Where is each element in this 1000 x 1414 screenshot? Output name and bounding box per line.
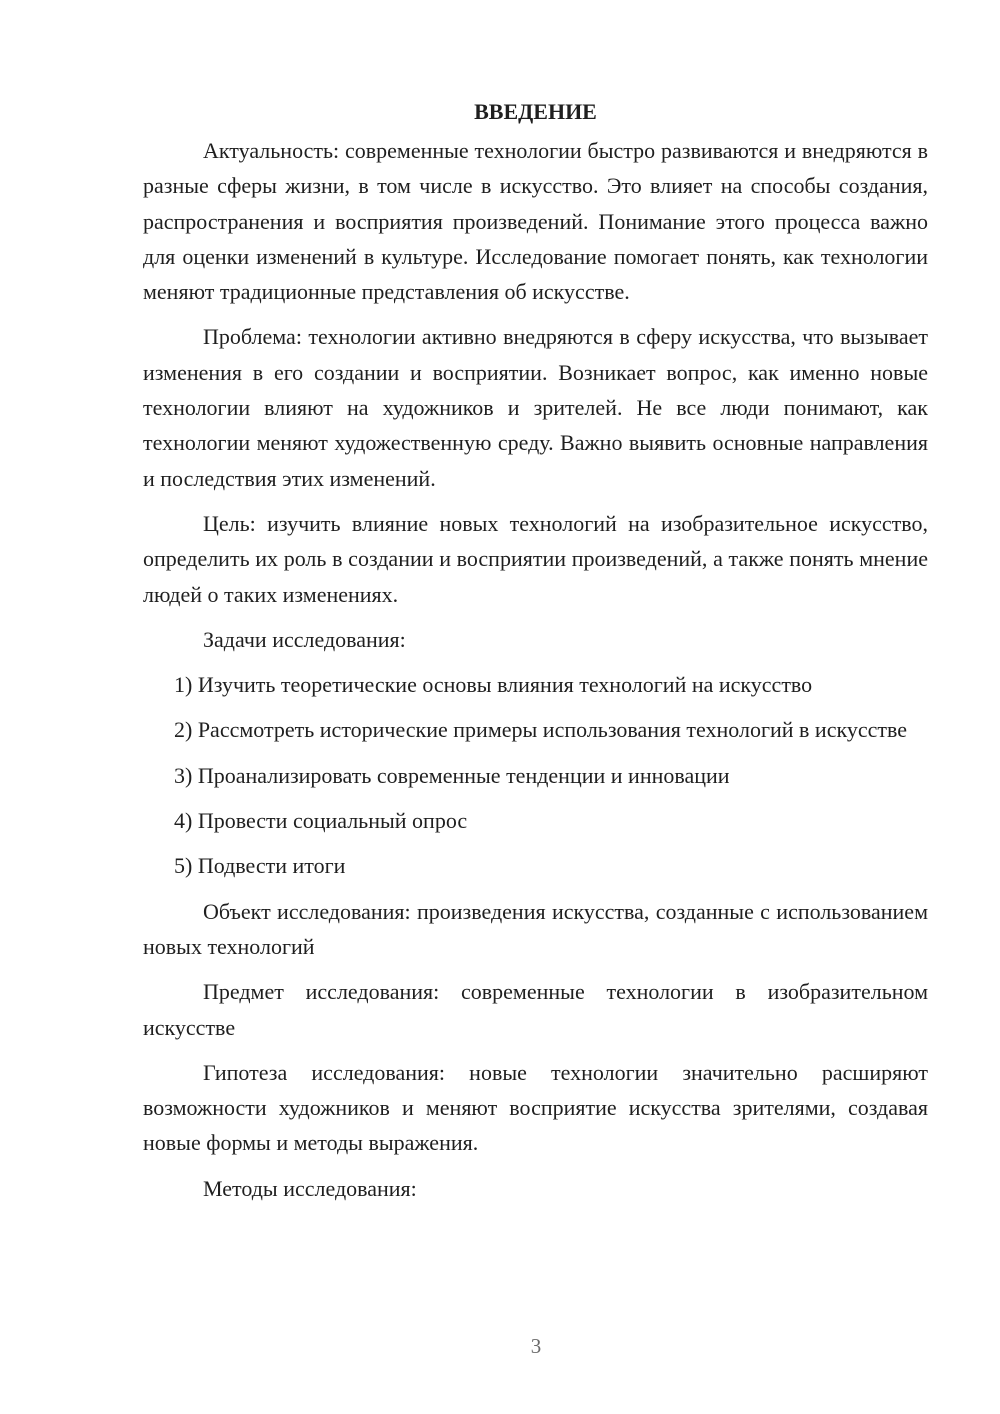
problem-paragraph: Проблема: технологии активно внедряются в сферу искусства, что вызывает изменения в его создании и восприятии. Возникает вопрос, как именно новые технологии влияют на художников и зрителей. Не все люди понимают, как технологии меняют художественную среду. Важно выявить основные направления и последствия этих изменений. <box>143 324 928 491</box>
relevance-paragraph: Актуальность: современные технологии быстро развиваются и внедряются в разные сферы жизни, в том числе в искусство. Это влияет на способы создания, распространения и восприятия произведений. Понимание этого процесса важно для оценки изменений в культуре. Исследование помогает понять, как технологии меняют традиционные представления об искусстве. <box>143 138 928 305</box>
object-paragraph: Объект исследования: произведения искусства, созданные с использованием новых технологий <box>143 898 928 959</box>
page-number: 3 <box>530 1334 542 1358</box>
hypothesis-paragraph: Гипотеза исследования: новые технологии значительно расширяют возможности художников и меняют восприятие искусства зрителями, создавая новые формы и методы выражения. <box>143 1059 928 1156</box>
methods-title: Методы исследования: <box>203 1175 417 1201</box>
task-item-2: 2) Рассмотреть исторические примеры использования технологий в искусстве <box>174 717 908 743</box>
task-item-5: 5) Подвести итоги <box>174 853 346 879</box>
page-content <box>143 94 928 1216</box>
goal-paragraph: Цель: изучить влияние новых технологий на изобразительное искусство, определить их роль в создании и восприятии произведений, а также понять мнение людей о таких изменениях. <box>143 510 928 607</box>
task-item-4: 4) Провести социальный опрос <box>174 808 468 834</box>
task-item-3: 3) Проанализировать современные тенденции и инновации <box>174 762 730 788</box>
tasks-title: Задачи исследования: <box>203 626 406 652</box>
section-heading: ВВЕДЕНИЕ <box>474 99 597 124</box>
subject-paragraph: Предмет исследования: современные технологии в изобразительном искусстве <box>143 979 928 1040</box>
task-item-1: 1) Изучить теоретические основы влияния технологий на искусство <box>174 672 813 698</box>
